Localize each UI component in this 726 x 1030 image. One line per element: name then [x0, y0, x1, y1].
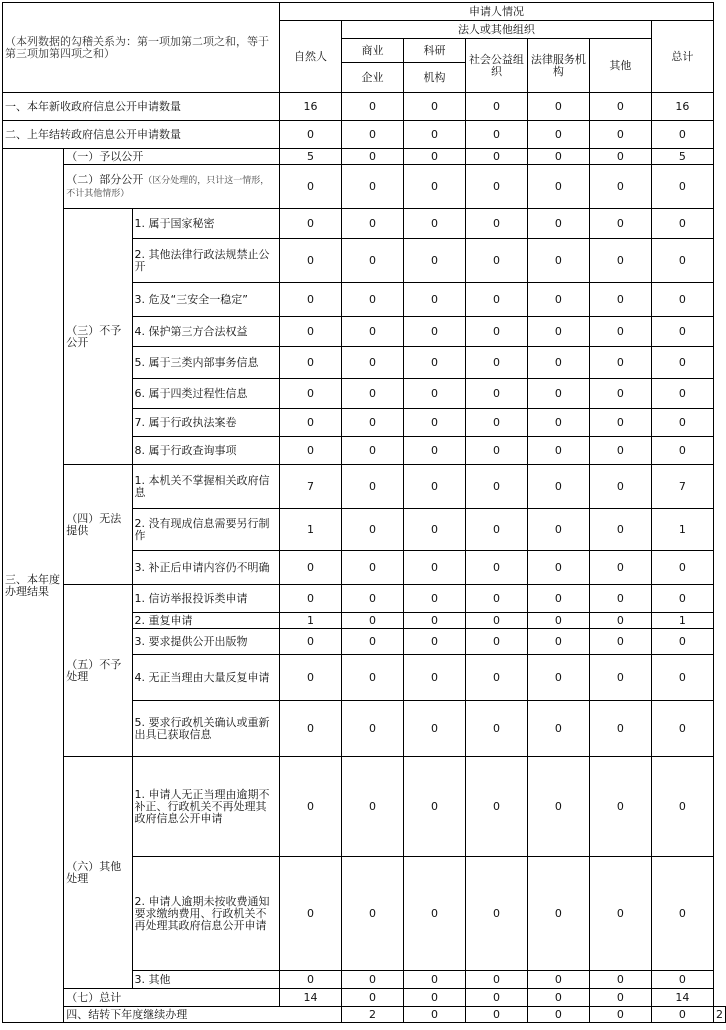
table-row: [3, 1007, 726, 1023]
cell-legal-service: 0: [527, 409, 589, 437]
cell-total: 0: [651, 283, 713, 317]
cell-social: 0: [465, 585, 527, 613]
header-total: 总计: [651, 21, 713, 93]
cell-other: 0: [589, 989, 651, 1007]
table-row: [3, 757, 726, 857]
cell-research: 0: [403, 465, 465, 509]
cell-legal-service: 0: [527, 857, 589, 971]
cell-total: 1: [651, 509, 713, 551]
cell-natural: 0: [279, 551, 341, 585]
row-label: 5. 属于三类内部事务信息: [132, 347, 279, 379]
cell-social: 0: [465, 857, 527, 971]
cell-other: 0: [589, 465, 651, 509]
cell-other: 0: [589, 165, 651, 209]
cell-social: 0: [465, 317, 527, 347]
cell-social: 0: [465, 437, 527, 465]
cell-natural: 0: [279, 629, 341, 655]
cell-total: 7: [651, 465, 713, 509]
cell-commercial: 0: [342, 757, 404, 857]
cell-total: 0: [651, 629, 713, 655]
cell-natural: 1: [279, 509, 341, 551]
cell-research: 0: [403, 585, 465, 613]
row-label: 1. 信访举报投诉类申请: [132, 585, 279, 613]
row-label: 3. 其他: [132, 971, 279, 989]
cell-social: 0: [465, 465, 527, 509]
cell-commercial: 0: [342, 409, 404, 437]
header-natural: 自然人: [279, 21, 341, 93]
cell-natural: 2: [342, 1007, 404, 1023]
cell-commercial: 0: [342, 347, 404, 379]
row-label: 7. 属于行政执法案卷: [132, 409, 279, 437]
cell-commercial: 0: [342, 283, 404, 317]
cell-commercial: 0: [342, 165, 404, 209]
row-label: 2. 重复申请: [132, 613, 279, 629]
cell-research: 0: [403, 757, 465, 857]
row-label-note: （区分处理的，只计这一情形，不计其他情形）: [66, 175, 270, 199]
cell-commercial: 0: [342, 121, 404, 149]
cell-natural: 0: [279, 209, 341, 239]
cell-commercial: 0: [342, 857, 404, 971]
row-label: （一）予以公开: [64, 149, 280, 165]
cell-social: 0: [465, 509, 527, 551]
cell-social: 0: [465, 283, 527, 317]
table-row: [3, 121, 726, 149]
cell-total: 0: [651, 857, 713, 971]
row-label: 4. 保护第三方合法权益: [132, 317, 279, 347]
cell-legal-service: 0: [527, 971, 589, 989]
cell-research: 0: [403, 209, 465, 239]
cell-other: 0: [589, 347, 651, 379]
cell-total: 0: [651, 239, 713, 283]
cell-other: 0: [589, 701, 651, 757]
cell-legal-service: 0: [527, 989, 589, 1007]
cell-total: 2: [714, 1007, 726, 1023]
cell-commercial: 0: [342, 989, 404, 1007]
cell-legal-service: 0: [527, 509, 589, 551]
cell-research: 0: [403, 629, 465, 655]
cell-natural: 5: [279, 149, 341, 165]
cell-legal-service: 0: [527, 209, 589, 239]
header-applicant: 申请人情况: [279, 3, 713, 21]
cell-research: 0: [403, 551, 465, 585]
cell-commercial: 0: [342, 209, 404, 239]
cell-legal-service: 0: [527, 437, 589, 465]
cell-commercial: 0: [342, 317, 404, 347]
cell-research: 0: [403, 379, 465, 409]
row-label: [64, 165, 280, 209]
cell-other: 0: [589, 971, 651, 989]
cell-research: 0: [403, 165, 465, 209]
cell-research: 0: [403, 701, 465, 757]
cell-social: 0: [465, 209, 527, 239]
group-label: （三）不予公开: [64, 209, 132, 465]
cell-research: 0: [465, 1007, 527, 1023]
row-label: 1. 本机关不掌握相关政府信息: [132, 465, 279, 509]
cell-total: 0: [651, 757, 713, 857]
row-label-main: （二）部分公开: [66, 172, 144, 186]
cell-natural: 14: [279, 989, 341, 1007]
cell-other: 0: [589, 93, 651, 121]
cell-legal-service: 0: [527, 347, 589, 379]
table-row: [3, 585, 726, 613]
cell-other: 0: [589, 757, 651, 857]
cell-natural: 0: [279, 379, 341, 409]
cell-total: 0: [651, 317, 713, 347]
cell-other: 0: [589, 437, 651, 465]
cell-other: 0: [589, 585, 651, 613]
cell-total: 0: [651, 209, 713, 239]
cell-natural: 0: [279, 283, 341, 317]
cell-research: 0: [403, 347, 465, 379]
cell-other: 0: [589, 509, 651, 551]
cell-legal-service: 0: [527, 629, 589, 655]
cell-commercial: 0: [342, 437, 404, 465]
cell-other: 0: [589, 209, 651, 239]
row-label: 二、上年结转政府信息公开申请数量: [3, 121, 280, 149]
cell-social: 0: [465, 989, 527, 1007]
cell-other: 0: [589, 629, 651, 655]
cell-other: 0: [589, 317, 651, 347]
cell-total: 0: [651, 971, 713, 989]
header-legal-group: 法人或其他组织: [342, 21, 652, 39]
cell-commercial: 0: [342, 585, 404, 613]
cell-commercial: 0: [342, 93, 404, 121]
header-legal-service: 法律服务机构: [527, 39, 589, 93]
cell-research: 0: [403, 989, 465, 1007]
cell-research: 0: [403, 509, 465, 551]
cell-social: 0: [465, 409, 527, 437]
disclosure-table: [2, 2, 726, 1023]
cell-commercial: 0: [342, 551, 404, 585]
cell-legal-service: 0: [589, 1007, 651, 1023]
cell-total: 14: [651, 989, 713, 1007]
row-label: （七）总计: [64, 989, 280, 1007]
row-label: 5. 要求行政机关确认或重新出具已获取信息: [132, 701, 279, 757]
header-research-bottom: 机构: [403, 63, 465, 93]
cell-social: 0: [527, 1007, 589, 1023]
cell-other: 0: [589, 121, 651, 149]
table-row: [3, 149, 726, 165]
cell-total: 16: [651, 93, 713, 121]
cell-legal-service: 0: [527, 149, 589, 165]
row-label: 8. 属于行政查询事项: [132, 437, 279, 465]
cell-total: 0: [651, 701, 713, 757]
table-row: [3, 209, 726, 239]
cell-natural: 7: [279, 465, 341, 509]
cell-commercial: 0: [403, 1007, 465, 1023]
cell-social: 0: [465, 93, 527, 121]
cell-natural: 0: [279, 701, 341, 757]
group-label: （五）不予处理: [64, 585, 132, 757]
cell-legal-service: 0: [527, 551, 589, 585]
cell-other: 0: [589, 149, 651, 165]
table-row: [3, 465, 726, 509]
cell-commercial: 0: [342, 701, 404, 757]
cell-research: 0: [403, 149, 465, 165]
cell-research: 0: [403, 239, 465, 283]
cell-total: 0: [651, 551, 713, 585]
header-commercial-top: 商业: [342, 39, 404, 63]
cell-natural: 0: [279, 165, 341, 209]
cell-research: 0: [403, 613, 465, 629]
cell-natural: 1: [279, 613, 341, 629]
cell-legal-service: 0: [527, 757, 589, 857]
row-label: 一、本年新收政府信息公开申请数量: [3, 93, 280, 121]
cell-other: 0: [589, 551, 651, 585]
cell-research: 0: [403, 283, 465, 317]
cell-natural: 0: [279, 239, 341, 283]
cell-social: 0: [465, 149, 527, 165]
cell-total: 0: [651, 379, 713, 409]
cell-other: 0: [589, 857, 651, 971]
cell-natural: 0: [279, 757, 341, 857]
table-row: [3, 989, 726, 1007]
cell-commercial: 0: [342, 655, 404, 701]
cell-natural: 0: [279, 409, 341, 437]
cell-legal-service: 0: [527, 613, 589, 629]
cell-social: 0: [465, 757, 527, 857]
cell-social: 0: [465, 613, 527, 629]
cell-total: 5: [651, 149, 713, 165]
cell-legal-service: 0: [527, 317, 589, 347]
cell-research: 0: [403, 409, 465, 437]
cell-social: 0: [465, 551, 527, 585]
cell-commercial: 0: [342, 613, 404, 629]
cell-total: 0: [651, 121, 713, 149]
cell-social: 0: [465, 971, 527, 989]
cell-natural: 16: [279, 93, 341, 121]
cell-commercial: 0: [342, 149, 404, 165]
row-label: 4. 无正当理由大量反复申请: [132, 655, 279, 701]
cell-natural: 0: [279, 857, 341, 971]
cell-commercial: 0: [342, 971, 404, 989]
cell-research: 0: [403, 857, 465, 971]
header-commercial-bottom: 企业: [342, 63, 404, 93]
cell-natural: 0: [279, 655, 341, 701]
cell-legal-service: 0: [527, 585, 589, 613]
row-label: 2. 没有现成信息需要另行制作: [132, 509, 279, 551]
row-label: 6. 属于四类过程性信息: [132, 379, 279, 409]
cell-social: 0: [465, 379, 527, 409]
cell-research: 0: [403, 317, 465, 347]
cell-commercial: 0: [342, 509, 404, 551]
group-label: （六）其他处理: [64, 757, 132, 989]
cell-social: 0: [465, 629, 527, 655]
row-label: 3. 要求提供公开出版物: [132, 629, 279, 655]
cell-legal-service: 0: [527, 121, 589, 149]
row-label: 2. 申请人逾期未按收费通知要求缴纳费用、行政机关不再处理其政府信息公开申请: [132, 857, 279, 971]
row-label: 1. 申请人无正当理由逾期不补正、行政机关不再处理其政府信息公开申请: [132, 757, 279, 857]
row-label: 2. 其他法律行政法规禁止公开: [132, 239, 279, 283]
section3-label: 三、本年度办理结果: [3, 149, 64, 1023]
cell-total: 1: [651, 613, 713, 629]
cell-commercial: 0: [342, 239, 404, 283]
cell-social: 0: [465, 347, 527, 379]
row-label: 1. 属于国家秘密: [132, 209, 279, 239]
cell-research: 0: [403, 437, 465, 465]
cell-legal-service: 0: [527, 379, 589, 409]
cell-other: 0: [589, 409, 651, 437]
cell-other: 0: [651, 1007, 713, 1023]
cell-legal-service: 0: [527, 283, 589, 317]
cell-social: 0: [465, 121, 527, 149]
header-social: 社会公益组织: [465, 39, 527, 93]
cell-other: 0: [589, 239, 651, 283]
cell-legal-service: 0: [527, 93, 589, 121]
header-other: 其他: [589, 39, 651, 93]
cell-social: 0: [465, 165, 527, 209]
cell-research: 0: [403, 93, 465, 121]
row-label: 四、结转下年度继续办理: [64, 1007, 342, 1023]
cell-natural: 0: [279, 971, 341, 989]
cell-commercial: 0: [342, 379, 404, 409]
group-label: （四）无法提供: [64, 465, 132, 585]
cell-other: 0: [589, 283, 651, 317]
cell-other: 0: [589, 379, 651, 409]
row-label: 3. 补正后申请内容仍不明确: [132, 551, 279, 585]
cell-legal-service: 0: [527, 701, 589, 757]
cell-social: 0: [465, 655, 527, 701]
cell-social: 0: [465, 701, 527, 757]
header-research-top: 科研: [403, 39, 465, 63]
table-row: [3, 93, 726, 121]
cell-natural: 0: [279, 347, 341, 379]
header-note: （本列数据的勾稽关系为：第一项加第二项之和，等于第三项加第四项之和）: [3, 3, 280, 93]
cell-other: 0: [589, 655, 651, 701]
cell-total: 0: [651, 655, 713, 701]
cell-natural: 0: [279, 121, 341, 149]
cell-natural: 0: [279, 317, 341, 347]
cell-commercial: 0: [342, 629, 404, 655]
cell-research: 0: [403, 655, 465, 701]
cell-research: 0: [403, 971, 465, 989]
cell-social: 0: [465, 239, 527, 283]
cell-legal-service: 0: [527, 239, 589, 283]
cell-research: 0: [403, 121, 465, 149]
cell-total: 0: [651, 437, 713, 465]
cell-legal-service: 0: [527, 465, 589, 509]
cell-legal-service: 0: [527, 165, 589, 209]
cell-total: 0: [651, 585, 713, 613]
cell-commercial: 0: [342, 465, 404, 509]
cell-natural: 0: [279, 437, 341, 465]
cell-total: 0: [651, 165, 713, 209]
cell-other: 0: [589, 613, 651, 629]
table-row: [3, 165, 726, 209]
cell-total: 0: [651, 409, 713, 437]
row-label: 3. 危及“三安全一稳定”: [132, 283, 279, 317]
cell-legal-service: 0: [527, 655, 589, 701]
cell-natural: 0: [279, 585, 341, 613]
cell-total: 0: [651, 347, 713, 379]
